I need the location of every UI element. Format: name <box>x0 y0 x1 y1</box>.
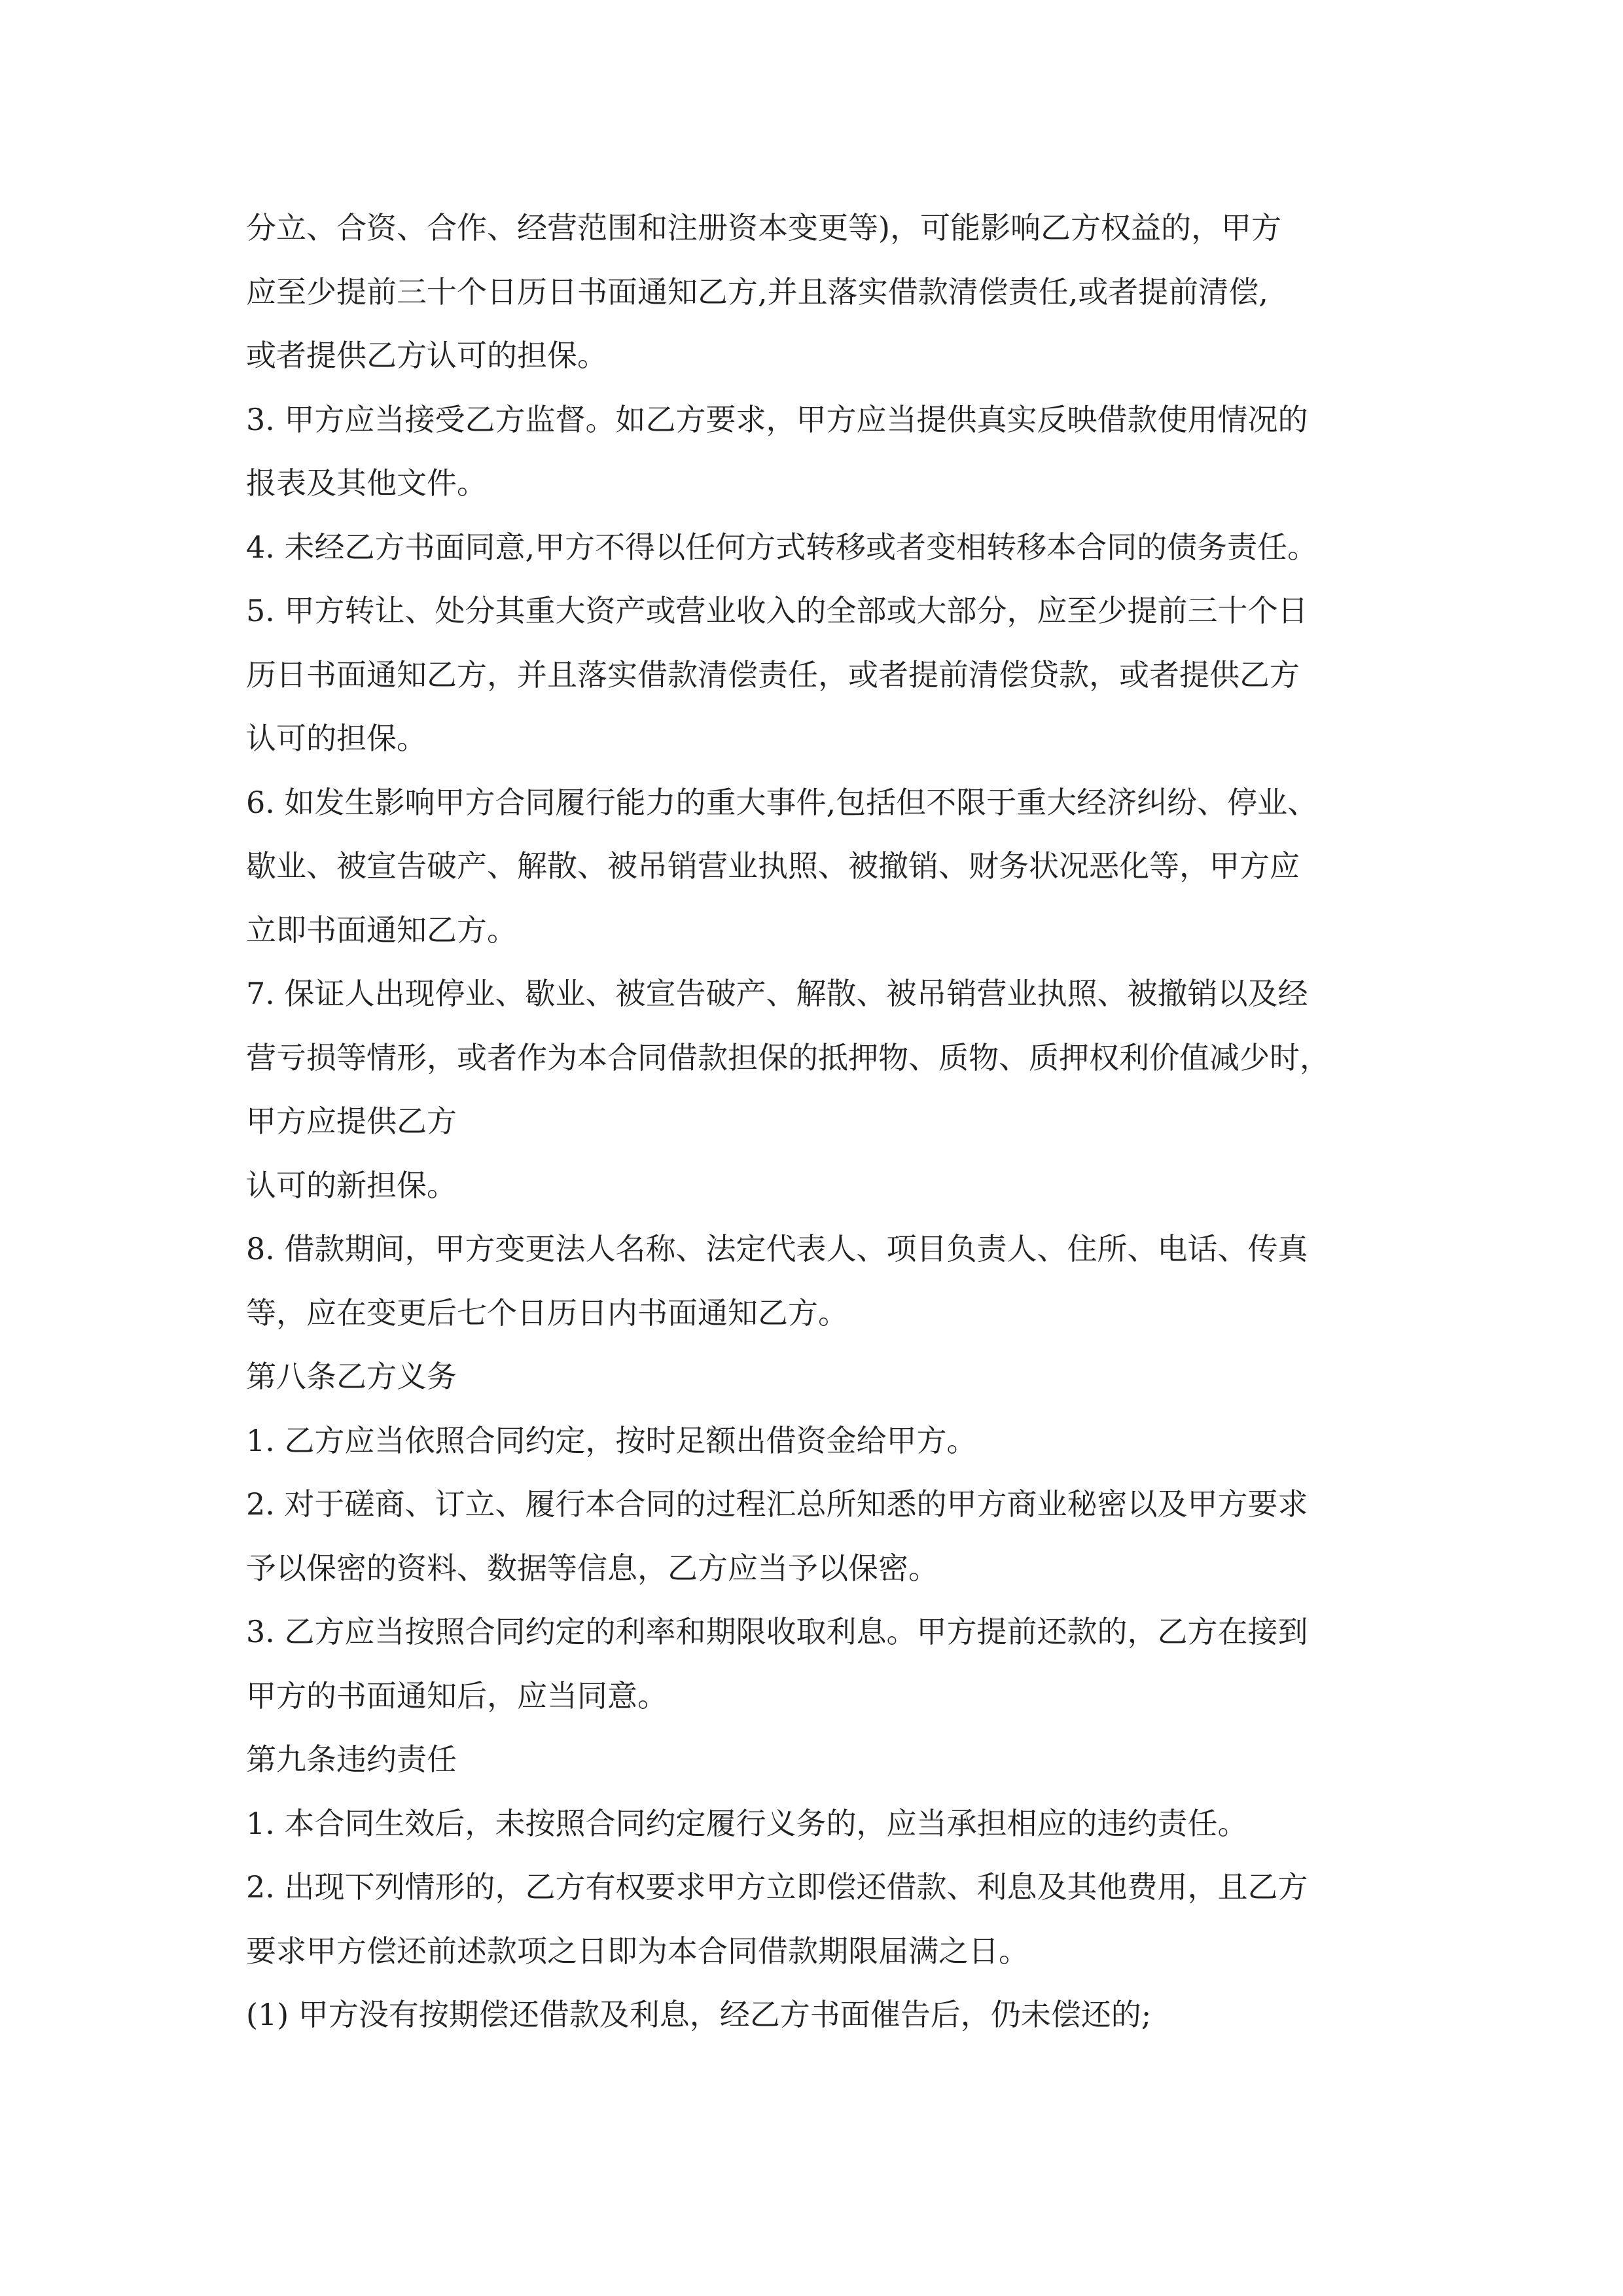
document-body <box>246 196 1385 2047</box>
text-line: 4. 未经乙方书面同意,甲方不得以任何方式转移或者变相转移本合同的债务责任。 <box>246 529 1318 565</box>
text-line: 等，应在变更后七个日历日内书面通知乙方。 <box>246 1295 848 1331</box>
text-line: 或者提供乙方认可的担保。 <box>246 338 607 373</box>
text-line: 3. 甲方应当接受乙方监督。如乙方要求，甲方应当提供真实反映借款使用情况的 <box>246 401 1308 437</box>
text-line: (1) 甲方没有按期偿还借款及利息，经乙方书面催告后，仍未偿还的; <box>246 1997 1152 2032</box>
text-line: 分立、合资、合作、经营范围和注册资本变更等)，可能影响乙方权益的，甲方 <box>246 210 1281 245</box>
text-line: 认可的新担保。 <box>246 1167 457 1203</box>
text-line: 甲方的书面通知后，应当同意。 <box>246 1677 668 1713</box>
text-line: 5. 甲方转让、处分其重大资产或营业收入的全部或大部分，应至少提前三十个日 <box>246 593 1308 628</box>
text-line: 歇业、被宣告破产、解散、被吊销营业执照、被撤销、财务状况恶化等，甲方应 <box>246 848 1300 884</box>
text-line: 8. 借款期间，甲方变更法人名称、法定代表人、项目负责人、住所、电话、传真 <box>246 1231 1308 1266</box>
text-line: 历日书面通知乙方，并且落实借款清偿责任，或者提前清偿贷款，或者提供乙方 <box>246 656 1300 692</box>
text-line: 认可的担保。 <box>246 721 427 756</box>
text-line: 予以保密的资料、数据等信息，乙方应当予以保密。 <box>246 1550 938 1586</box>
text-line: 要求甲方偿还前述款项之日即为本合同借款期限届满之日。 <box>246 1933 1029 1969</box>
text-line: 甲方应提供乙方 <box>246 1103 457 1139</box>
section-heading-article-8: 第八条乙方义务 <box>246 1359 457 1394</box>
text-line: 报表及其他文件。 <box>246 465 487 501</box>
text-line: 7. 保证人出现停业、歇业、被宣告破产、解散、被吊销营业执照、被撤销以及经 <box>246 976 1308 1011</box>
text-line: 1. 本合同生效后，未按照合同约定履行义务的，应当承担相应的违约责任。 <box>246 1805 1248 1841</box>
text-line: 应至少提前三十个日历日书面通知乙方,并且落实借款清偿责任,或者提前清偿, <box>246 274 1268 310</box>
text-line: 6. 如发生影响甲方合同履行能力的重大事件,包括但不限于重大经济纠纷、停业、 <box>246 784 1318 820</box>
text-line: 2. 对于磋商、订立、履行本合同的过程汇总所知悉的甲方商业秘密以及甲方要求 <box>246 1486 1308 1522</box>
text-line: 1. 乙方应当依照合同约定，按时足额出借资金给甲方。 <box>246 1422 977 1458</box>
text-line: 2. 出现下列情形的，乙方有权要求甲方立即偿还借款、利息及其他费用，且乙方 <box>246 1869 1308 1905</box>
section-heading-article-9: 第九条违约责任 <box>246 1742 457 1777</box>
text-line: 立即书面通知乙方。 <box>246 912 517 948</box>
text-line: 营亏损等情形，或者作为本合同借款担保的抵押物、质物、质押权利价值减少时， <box>246 1039 1330 1075</box>
text-line: 3. 乙方应当按照合同约定的利率和期限收取利息。甲方提前还款的，乙方在接到 <box>246 1614 1308 1649</box>
